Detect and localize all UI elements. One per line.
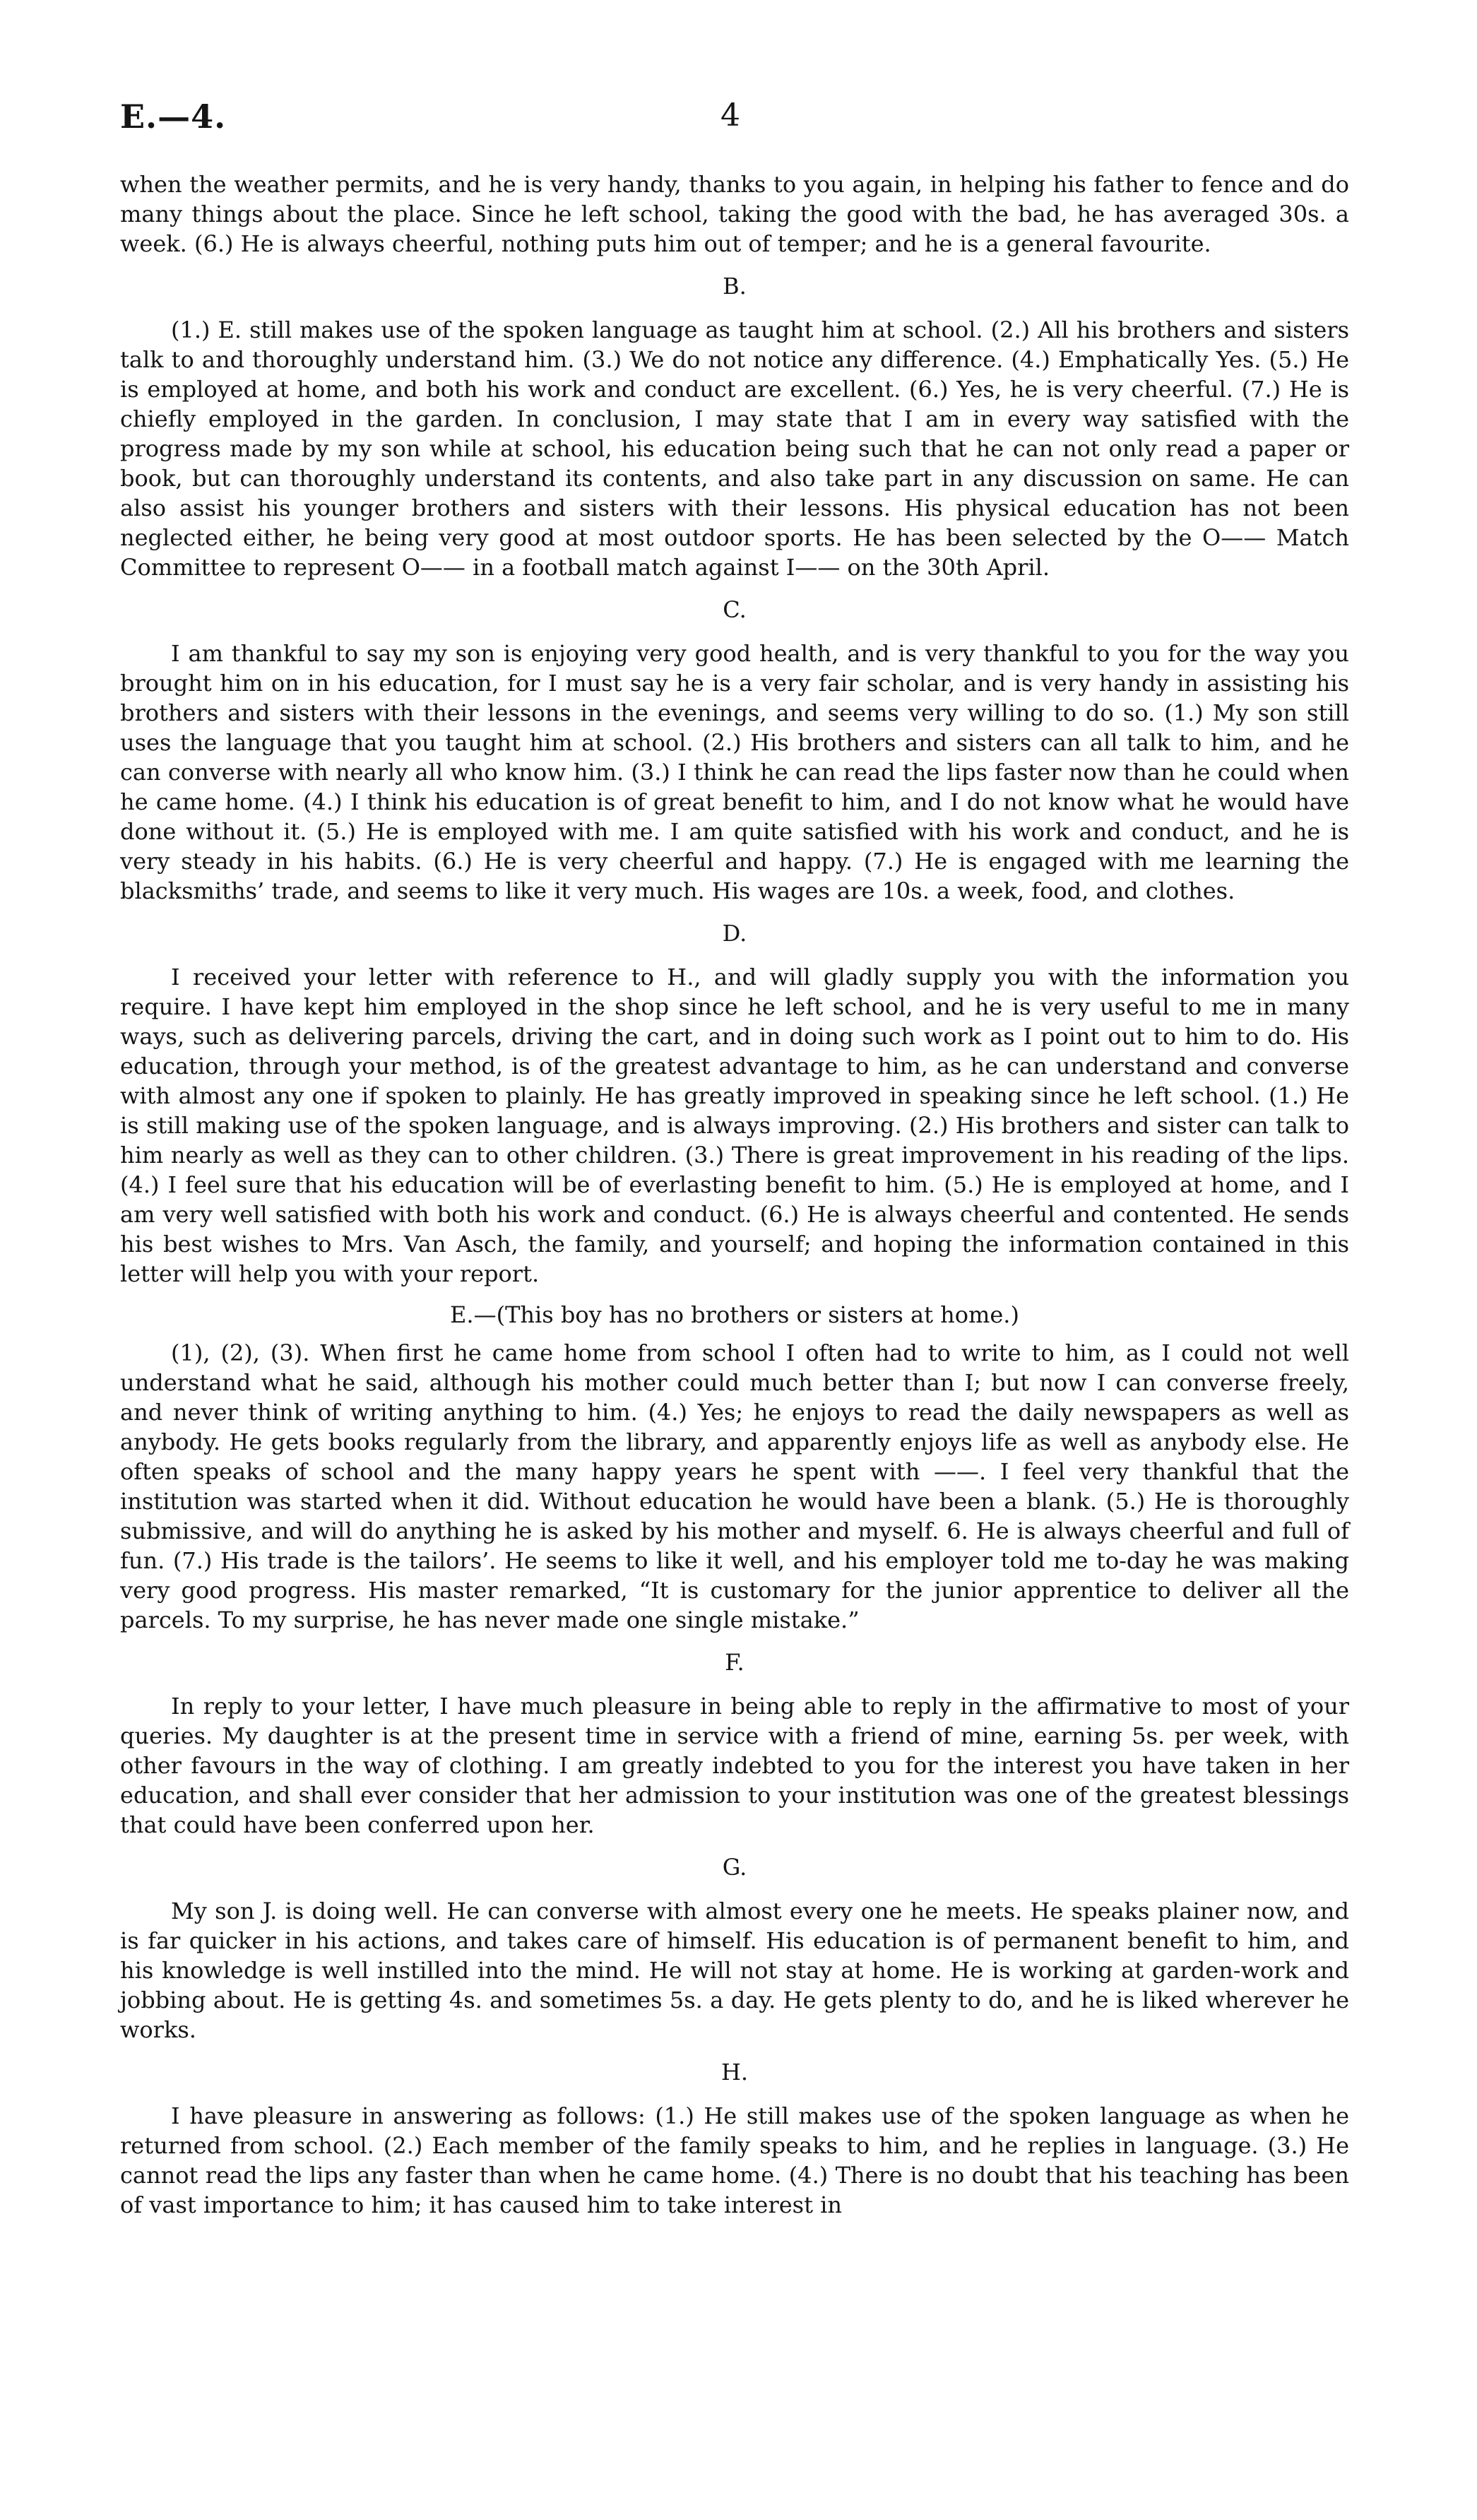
section-heading-b: B. [723,273,747,300]
section-heading-e: E.—(This boy has no brothers or sisters at home.) [450,1301,1019,1328]
section-heading-c: C. [723,596,747,623]
page-header [120,97,1349,140]
section-heading-g: G. [722,1854,747,1881]
section-heading-f: F. [725,1649,745,1676]
document-body [120,170,1349,2220]
paragraph-d: I received your letter with reference to H., and will gladly supply you with the information you require. I have kept him employed in the shop since he left school, and he is very useful to me in many ways, such as delivering parcels, driving the cart, and in doing such work as I point out to him to do. His education, through your method, is of the greatest advantage to him, as he can understand and converse with almost any one if spoken to plainly. He has greatly improved in speaking since he left school. (1.) He is still making use of the spoken language, and is always improving. (2.) His brothers and sister can talk to him nearly as well as they can to other children. (3.) There is great improvement in his reading of the lips. (4.) I feel sure that his education will be of everlasting benefit to him. (5.) He is employed at home, and I am very well satisfied with both his work and conduct. (6.) He is always cheerful and contented. He sends his best wishes to Mrs. Van Asch, the family, and yourself; and hoping the information contained in this letter will help you with your report. [120,964,1349,1287]
paragraph-c: I am thankful to say my son is enjoying very good health, and is very thankful to you for the way you brought him on in his education, for I must say he is a very fair scholar, and is very handy in assisting his brothers and sisters with their lessons in the evenings, and seems very willing to do so. (1.) My son still uses the language that you taught him at school. (2.) His brothers and sisters can all talk to him, and he can converse with nearly all who know him. (3.) I think he can read the lips faster now than he could when he came home. (4.) I think his education is of great benefit to him, and I do not know what he would have done without it. (5.) He is employed with me. I am quite satisfied with his work and conduct, and he is very steady in his habits. (6.) He is very cheerful and happy. (7.) He is engaged with me learning the blacksmiths’ trade, and seems to like it very much. His wages are 10s. a week, food, and clothes. [120,640,1349,904]
page-number: 4 [720,97,740,134]
paragraph-e: (1), (2), (3). When first he came home from school I often had to write to him, as I could not well understand what he said, although his mother could much better than I; but now I can converse freely, and never think of writing anything to him. (4.) Yes; he enjoys to read the daily newspapers as well as anybody. He gets books regularly from the library, and apparently enjoys life as well as anybody else. He often speaks of school and the many happy years he spent with ——. I feel very thankful that the institution was started when it did. Without education he would have been a blank. (5.) He is thoroughly submissive, and will do anything he is asked by his mother and myself. 6. He is always cheerful and full of fun. (7.) His trade is the tailors’. He seems to like it well, and his employer told me to-day he was making very good progress. His master remarked, “It is customary for the junior apprentice to deliver all the parcels. To my surprise, he has never made one single mistake.” [120,1339,1349,1633]
document-reference: E.—4. [120,97,227,136]
paragraph-f: In reply to your letter, I have much pleasure in being able to reply in the affirmative to most of your queries. My daughter is at the present time in service with a friend of mine, earning 5s. per week, with other favours in the way of clothing. I am greatly indebted to you for the interest you have taken in her education, and shall ever consider that her admission to your institution was one of the greatest blessings that could have been conferred upon her. [120,1693,1349,1838]
paragraph-h: I have pleasure in answering as follows: (1.) He still makes use of the spoken language as when he returned from school. (2.) Each member of the family speaks to him, and he replies in language. (3.) He cannot read the lips any faster than when he came home. (4.) There is no doubt that his teaching has been of vast importance to him; it has caused him to take interest in [120,2102,1349,2218]
section-heading-d: D. [722,920,747,947]
paragraph-b: (1.) E. still makes use of the spoken language as taught him at school. (2.) All his brothers and sisters talk to and thoroughly understand him. (3.) We do not notice any difference. (4.) Emphatically Yes. (5.) He is employed at home, and both his work and conduct are excellent. (6.) Yes, he is very cheerful. (7.) He is chiefly employed in the garden. In conclusion, I may state that I am in every way satisfied with the progress made by my son while at school, his education being such that he can not only read a paper or book, but can thoroughly understand its contents, and also take part in any discussion on same. He can also assist his younger brothers and sisters with their lessons. His physical education has not been neglected either, he being very good at most outdoor sports. He has been selected by the O—— Match Committee to represent O—— in a football match against I—— on the 30th April. [120,317,1349,581]
paragraph-g: My son J. is doing well. He can converse with almost every one he meets. He speaks plainer now, and is far quicker in his actions, and takes care of himself. His education is of permanent benefit to him, and his knowledge is well instilled into the mind. He will not stay at home. He is working at garden-work and jobbing about. He is getting 4s. and sometimes 5s. a day. He gets plenty to do, and he is liked wherever he works. [120,1898,1349,2043]
paragraph-continued: when the weather permits, and he is very handy, thanks to you again, in helping his father to fence and do many things about the place. Since he left school, taking the good with the bad, he has averaged 30s. a week. (6.) He is always cheerful, nothing puts him out of temper; and he is a general favourite. [120,171,1349,257]
section-heading-h: H. [720,2059,749,2086]
